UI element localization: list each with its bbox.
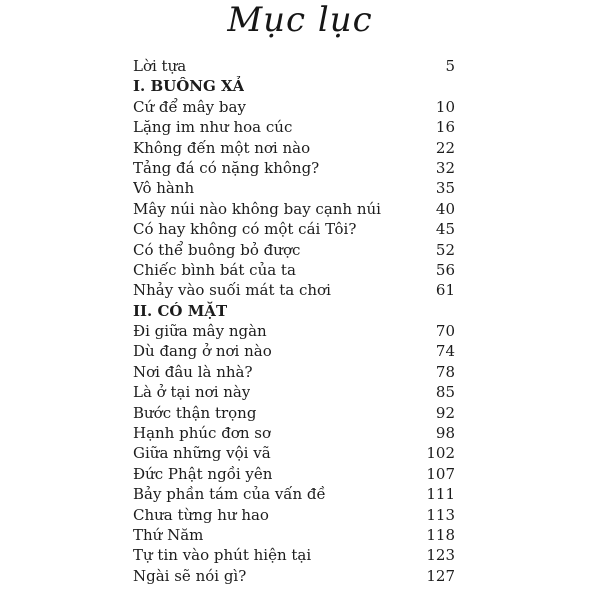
toc-entry-title: Không đến một nơi nào xyxy=(133,138,311,157)
toc-entry-title: Bước thận trọng xyxy=(133,403,257,422)
page-title: Mục lục xyxy=(227,0,373,40)
toc-row xyxy=(133,505,455,525)
toc-entry-title: Cứ để mây bay xyxy=(133,97,246,116)
toc-entry-page-number: 102 xyxy=(426,444,455,463)
toc-row xyxy=(133,117,455,137)
toc-entry-page-number: 127 xyxy=(426,566,455,585)
toc-row xyxy=(133,260,455,280)
toc-row xyxy=(133,97,455,117)
toc-entry-title: II. CÓ MẶT xyxy=(133,301,228,320)
toc-entry-title: Lặng im như hoa cúc xyxy=(133,118,293,137)
toc-entry-page-number: 61 xyxy=(435,281,455,300)
toc-entry-title: Tảng đá có nặng không? xyxy=(133,158,320,177)
toc-entry-title: Dù đang ở nơi nào xyxy=(133,342,272,361)
toc-row xyxy=(133,158,455,178)
toc-entry-page-number: 22 xyxy=(435,138,455,157)
toc-entry-title: Lời tựa xyxy=(133,57,187,75)
toc-entry-page-number: 118 xyxy=(426,525,455,544)
toc-entry-page-number: 78 xyxy=(435,362,455,381)
toc-entry-title: Là ở tại nơi này xyxy=(133,383,251,402)
toc-entry-page-number: 10 xyxy=(435,97,455,116)
toc-section-header xyxy=(133,301,455,321)
toc-row xyxy=(133,423,455,443)
toc-row xyxy=(133,362,455,382)
toc-entry-page-number: 56 xyxy=(435,260,455,279)
toc-row xyxy=(133,341,455,361)
toc-row xyxy=(133,321,455,341)
toc-entry-page-number: 40 xyxy=(435,199,455,218)
toc-entry-title: Bảy phần tám của vấn đề xyxy=(133,485,326,504)
toc-row xyxy=(133,138,455,158)
toc-entry-title: Đi giữa mây ngàn xyxy=(133,322,267,341)
toc-entry-page-number: 98 xyxy=(435,424,455,443)
toc-row xyxy=(133,280,455,300)
toc-row xyxy=(133,403,455,423)
toc-entry-title: Giữa những vội vã xyxy=(133,444,271,463)
toc-row xyxy=(133,443,455,463)
toc-entry-title: Mây núi nào không bay cạnh núi xyxy=(133,199,381,218)
toc-row xyxy=(133,219,455,239)
toc-row xyxy=(133,566,455,586)
toc-entry-title: Thứ Năm xyxy=(133,525,204,544)
toc-entry-title: Vô hành xyxy=(133,179,195,198)
toc-row xyxy=(133,240,455,260)
toc-entry-page-number: 123 xyxy=(426,546,455,565)
toc-entry-page-number: 16 xyxy=(435,118,455,137)
toc-row xyxy=(133,178,455,198)
toc-entry-title: Hạnh phúc đơn sơ xyxy=(133,424,271,443)
toc-entry-page-number: 92 xyxy=(435,403,455,422)
toc-entry-page-number: 5 xyxy=(445,57,455,75)
toc-entry-title: Nơi đâu là nhà? xyxy=(133,362,253,381)
toc-entry-page-number: 70 xyxy=(435,322,455,341)
toc-entry-page-number: 52 xyxy=(435,240,455,259)
toc-row xyxy=(133,484,455,504)
toc-section-header xyxy=(133,76,455,96)
toc-row xyxy=(133,199,455,219)
toc-entry-title: Có hay không có một cái Tôi? xyxy=(133,220,357,239)
toc-entry-page-number: 85 xyxy=(435,383,455,402)
toc-entry-title: Có thể buông bỏ được xyxy=(133,240,301,259)
toc-entry-page-number: 32 xyxy=(435,158,455,177)
toc-entry-title: Nhảy vào suối mát ta chơi xyxy=(133,281,331,300)
toc-entry-title: Chưa từng hư hao xyxy=(133,505,269,524)
table-of-contents xyxy=(133,56,455,586)
toc-entry-title: Chiếc bình bát của ta xyxy=(133,260,296,279)
toc-row xyxy=(133,545,455,565)
toc-row xyxy=(133,56,455,76)
toc-entry-title: Đức Phật ngồi yên xyxy=(133,464,273,483)
toc-row xyxy=(133,464,455,484)
toc-entry-page-number: 35 xyxy=(435,179,455,198)
toc-entry-title: Tự tin vào phút hiện tại xyxy=(133,546,312,565)
toc-row xyxy=(133,525,455,545)
toc-entry-page-number: 113 xyxy=(426,505,455,524)
toc-row xyxy=(133,382,455,402)
toc-entry-page-number: 74 xyxy=(435,342,455,361)
toc-entry-page-number: 111 xyxy=(426,485,455,504)
toc-entry-page-number: 45 xyxy=(435,220,455,239)
toc-entry-title: I. BUÔNG XẢ xyxy=(133,77,245,96)
toc-entry-page-number: 107 xyxy=(426,464,455,483)
toc-entry-title: Ngài sẽ nói gì? xyxy=(133,566,247,585)
